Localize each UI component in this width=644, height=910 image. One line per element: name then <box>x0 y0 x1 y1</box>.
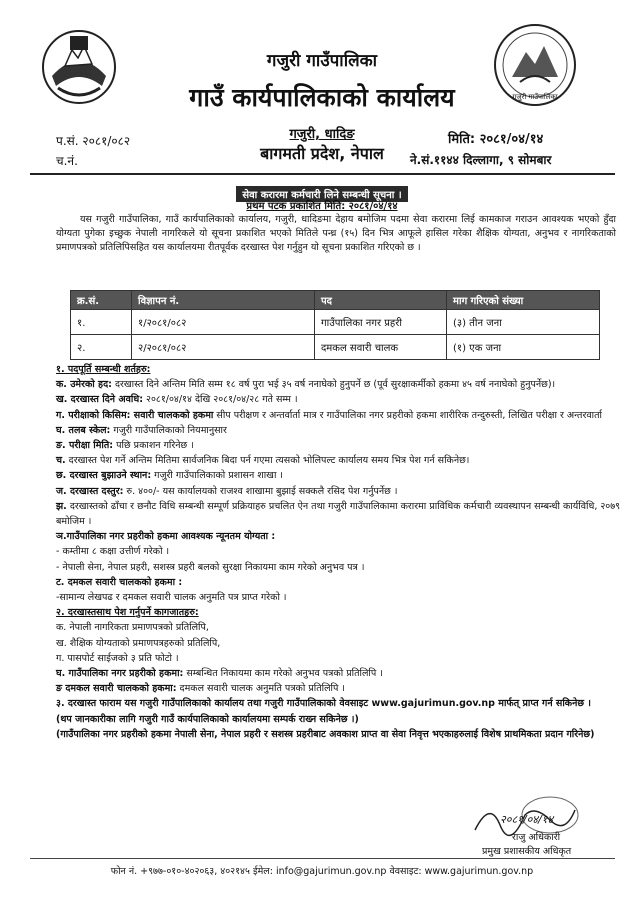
publish-date: प्रथम पटक प्रकाशित मिति: २०८१/०४/१४ <box>246 201 398 212</box>
condition-line <box>56 712 621 727</box>
notice-title-text: सेवा करारमा कर्मचारी लिने सम्बन्धी सूचना । <box>236 186 407 202</box>
condition-text: दरखास्तको ढाँचा र छनौट विधि सम्बन्धी सम्पूर्ण प्रक्रियाहरु प्रचलित ऐन तथा गजुरी गाउँपालिकामा करारमा प्राविधिक कर्मचारी व्यवस्थापन सम्बन्धी कार्यविधि, २०७९ बमोजिम । <box>56 500 621 528</box>
condition-key: घ. तलब स्केल: <box>56 424 111 436</box>
condition-text: २. दरखास्तसाथ पेश गर्नुपर्ने कागजातहरु: <box>56 607 199 619</box>
condition-text: (गाउँपालिका नगर प्रहरीको हकमा नेपाली सेना, नेपाल प्रहरी र सशस्त्र प्रहरीबाट अवकाश प्राप्त वा सेवा निवृत्त भएकाहरुलाई विशेष प्राथमिकता प्रदान गरिनेछ) <box>56 728 595 740</box>
condition-text: दरखास्त दिने अन्तिम मिति सम्म १८ वर्ष पुरा भई ३५ वर्ष ननाघेको हुनुपर्ने छ (पूर्व सुरक्षाकर्मीको हकमा ४५ वर्ष ननाघेको हुनुपर्नेछ)। <box>111 379 556 391</box>
posts-table <box>70 290 600 360</box>
condition-line <box>56 727 621 742</box>
condition-line <box>56 666 621 681</box>
condition-key: छ. दरखास्त बुझाउने स्थान: <box>56 470 152 482</box>
condition-text: गजुरी गाउँपालिकाको प्रशासन शाखा । <box>151 470 284 482</box>
condition-line <box>56 438 621 453</box>
condition-line <box>56 651 621 666</box>
notice-paragraph: यस गजुरी गाउँपालिका, गाउँ कार्यपालिकाको कार्यालय, गजुरी, धादिङमा देहाय बमोजिम पदमा सेवा करारमा लिई कामकाज गराउन आवश्यक भएको हुँदा योग्यता पुगेका इच्छुक नेपाली नागरिकले यो सूचना प्रकाशित भएको मितिले पन्ध्र (१५) दिन भित्र आफूले हासिल गरेका शैक्षिक योग्यता, अनुभव र नागरिकताको प्रमाणपत्रको प्रतिलिपिसहित यस कार्यालयमा रीतपूर्वक दरखास्त पेश गर्नुहुन यो सूचना प्रकाशित गरिएको छ । <box>56 214 616 253</box>
condition-line <box>56 453 621 468</box>
signature-date: २०८१/०४/१४ <box>500 813 554 826</box>
condition-text: रु. ४००/- यस कार्यालयको राजश्व शाखामा बुझाई सक्कलै रसिद पेश गर्नुपर्नेछ । <box>123 485 398 497</box>
condition-key: ङ. परीक्षा मिति: <box>56 440 114 452</box>
condition-text: -सामान्य लेखपढ र दमकल सवारी चालक अनुमति पत्र प्राप्त गरेको । <box>56 592 287 604</box>
condition-text: दरखास्त पेश गर्ने अन्तिम मितिमा सार्वजनिक बिदा पर्न गएमा त्यसको भोलिपल्ट कार्यालय समय भित्र पेश गर्न सकिनेछ। <box>65 455 470 467</box>
table-row <box>71 310 600 335</box>
footer-contact: फोन नं. +९७७-०१०-४०२०६३, ४०२१४५ ईमेल: info@gajurimun.gov.np वेवसाइट: www.gajurimun.gov.np <box>110 866 534 877</box>
condition-line <box>56 560 621 575</box>
cell-ad-no: २/२०८१/०८२ <box>132 335 315 360</box>
cell-post: गाउँपालिका नगर प्रहरी <box>315 310 447 335</box>
condition-text: - कम्तीमा ८ कक्षा उत्तीर्ण गरेको । <box>56 546 170 558</box>
cell-sn: १. <box>71 310 132 335</box>
header-divider <box>30 173 615 175</box>
condition-line <box>56 620 621 635</box>
condition-text: ञ.गाउँपालिका नगर प्रहरीको हकमा आवश्यक न्यूनतम योग्यता : <box>56 531 276 543</box>
footer-divider <box>30 858 615 859</box>
condition-text: (थप जानकारीका लागि गजुरी गाउँ कार्यपालिकाको कार्यालयमा सम्पर्क राख्न सकिनेछ ।) <box>56 713 359 725</box>
cell-ad-no: १/२०८१/०८२ <box>132 310 315 335</box>
cell-count: (१) एक जना <box>447 335 600 360</box>
condition-text: सम्बन्धित निकायमा काम गरेको अनुभव पत्रको प्रतिलिपि । <box>183 668 383 680</box>
condition-text: दमकल सवारी चालक अनुमति पत्रको प्रतिलिपि । <box>176 683 345 695</box>
col-post: पद <box>315 291 447 310</box>
condition-text: गजुरी गाउँपालिकाको नियमानुसार <box>110 424 227 436</box>
logo-caption: गजुरी गाउँपालिका <box>512 93 558 101</box>
condition-key: ङ दमकल सवारी चालकको हकमा: <box>56 683 177 695</box>
table-row <box>71 335 600 360</box>
date: मिति: २०८१/०४/१४ <box>448 132 544 147</box>
condition-line <box>56 499 621 529</box>
condition-text: ख. शैक्षिक योग्यताको प्रमाणपत्रहरुको प्रतिलिपि, <box>56 637 221 649</box>
condition-key: घ. गाउँपालिका नगर प्रहरीको हकमा: <box>56 668 184 680</box>
condition-text: पछि प्रकाशन गरिनेछ । <box>113 440 194 452</box>
condition-line <box>56 696 621 711</box>
cell-post: दमकल सवारी चालक <box>315 335 447 360</box>
condition-key: ख. दरखास्त दिने अवधि: <box>56 394 143 406</box>
condition-key: ग. परीक्षाको किसिम: सवारी चालकको हकमा <box>56 409 214 421</box>
nepal-sambat-date: ने.सं.११४४ दिल्लागा, ९ सोमबार <box>410 153 552 167</box>
condition-line <box>56 468 621 483</box>
condition-text: ग. पासपोर्ट साईजको ३ प्रति फोटो । <box>56 652 179 664</box>
condition-line <box>56 590 621 605</box>
condition-text: क. नेपाली नागरिकता प्रमाणपत्रको प्रतिलिपि, <box>56 622 209 634</box>
condition-line <box>56 423 621 438</box>
condition-key: ज. दरखास्त दस्तुर: <box>56 485 124 497</box>
condition-line <box>56 392 621 407</box>
condition-line <box>56 408 621 423</box>
condition-key: क. उमेरको हद: <box>56 379 112 391</box>
conditions-list <box>56 362 621 742</box>
table-header-row <box>71 291 600 310</box>
condition-line <box>56 484 621 499</box>
condition-text: ३. दरखास्त फाराम यस गजुरी गाउँपालिकाको कार्यालय तथा गजुरी गाउँपालिकाको वेवसाइट www.gajurimun.gov.np मार्फत् प्राप्त गर्न सकिनेछ । <box>56 698 591 710</box>
condition-line <box>56 575 621 590</box>
condition-text: ट. दमकल सवारी चालकको हकमा : <box>56 576 183 588</box>
col-ad-no: विज्ञापन नं. <box>132 291 315 310</box>
condition-key: झ. <box>56 500 67 512</box>
condition-text: २०८१/०४/१४ देखि २०८१/०४/२८ गते सम्म । <box>143 394 298 406</box>
col-sn: क्र.सं. <box>71 291 132 310</box>
cn-number: च.नं. <box>56 154 78 168</box>
condition-text: - नेपाली सेना, नेपाल प्रहरी, सशस्त्र प्रहरी बलको सुरक्षा निकायमा काम गरेको अनुभव पत्र । <box>56 561 365 573</box>
office-location: गजुरी, धादिङ <box>289 127 355 142</box>
province-line: बागमती प्रदेश, नेपाल <box>260 144 384 163</box>
condition-line <box>56 362 621 377</box>
condition-line <box>56 377 621 392</box>
condition-line <box>56 544 621 559</box>
condition-key: च. <box>56 455 66 467</box>
condition-text: सीप परीक्षण र अन्तर्वार्ता मात्र र गाउँपालिका नगर प्रहरीको हकमा शारीरिक तन्दुरुस्ती, लिखित परीक्षा र अन्तरवार्ता <box>213 409 602 421</box>
cell-count: (३) तीन जना <box>447 310 600 335</box>
condition-line <box>56 605 621 620</box>
office-title: गाउँ कार्यपालिकाको कार्यालय <box>189 83 455 112</box>
condition-line <box>56 636 621 651</box>
condition-line <box>56 529 621 544</box>
condition-text: १. पदपूर्ति सम्बन्धी शर्तहरु: <box>56 364 151 375</box>
col-count: माग गरिएको संख्या <box>447 291 600 310</box>
ps-number: प.सं. २०८१/०८२ <box>56 134 131 148</box>
cell-sn: २. <box>71 335 132 360</box>
condition-line <box>56 681 621 696</box>
signatory-title: प्रमुख प्रशासकीय अधिकृत <box>482 846 572 857</box>
municipality-name: गजुरी गाउँपालिका <box>266 51 378 71</box>
signatory-name: राजु अधिकारी <box>512 832 561 843</box>
